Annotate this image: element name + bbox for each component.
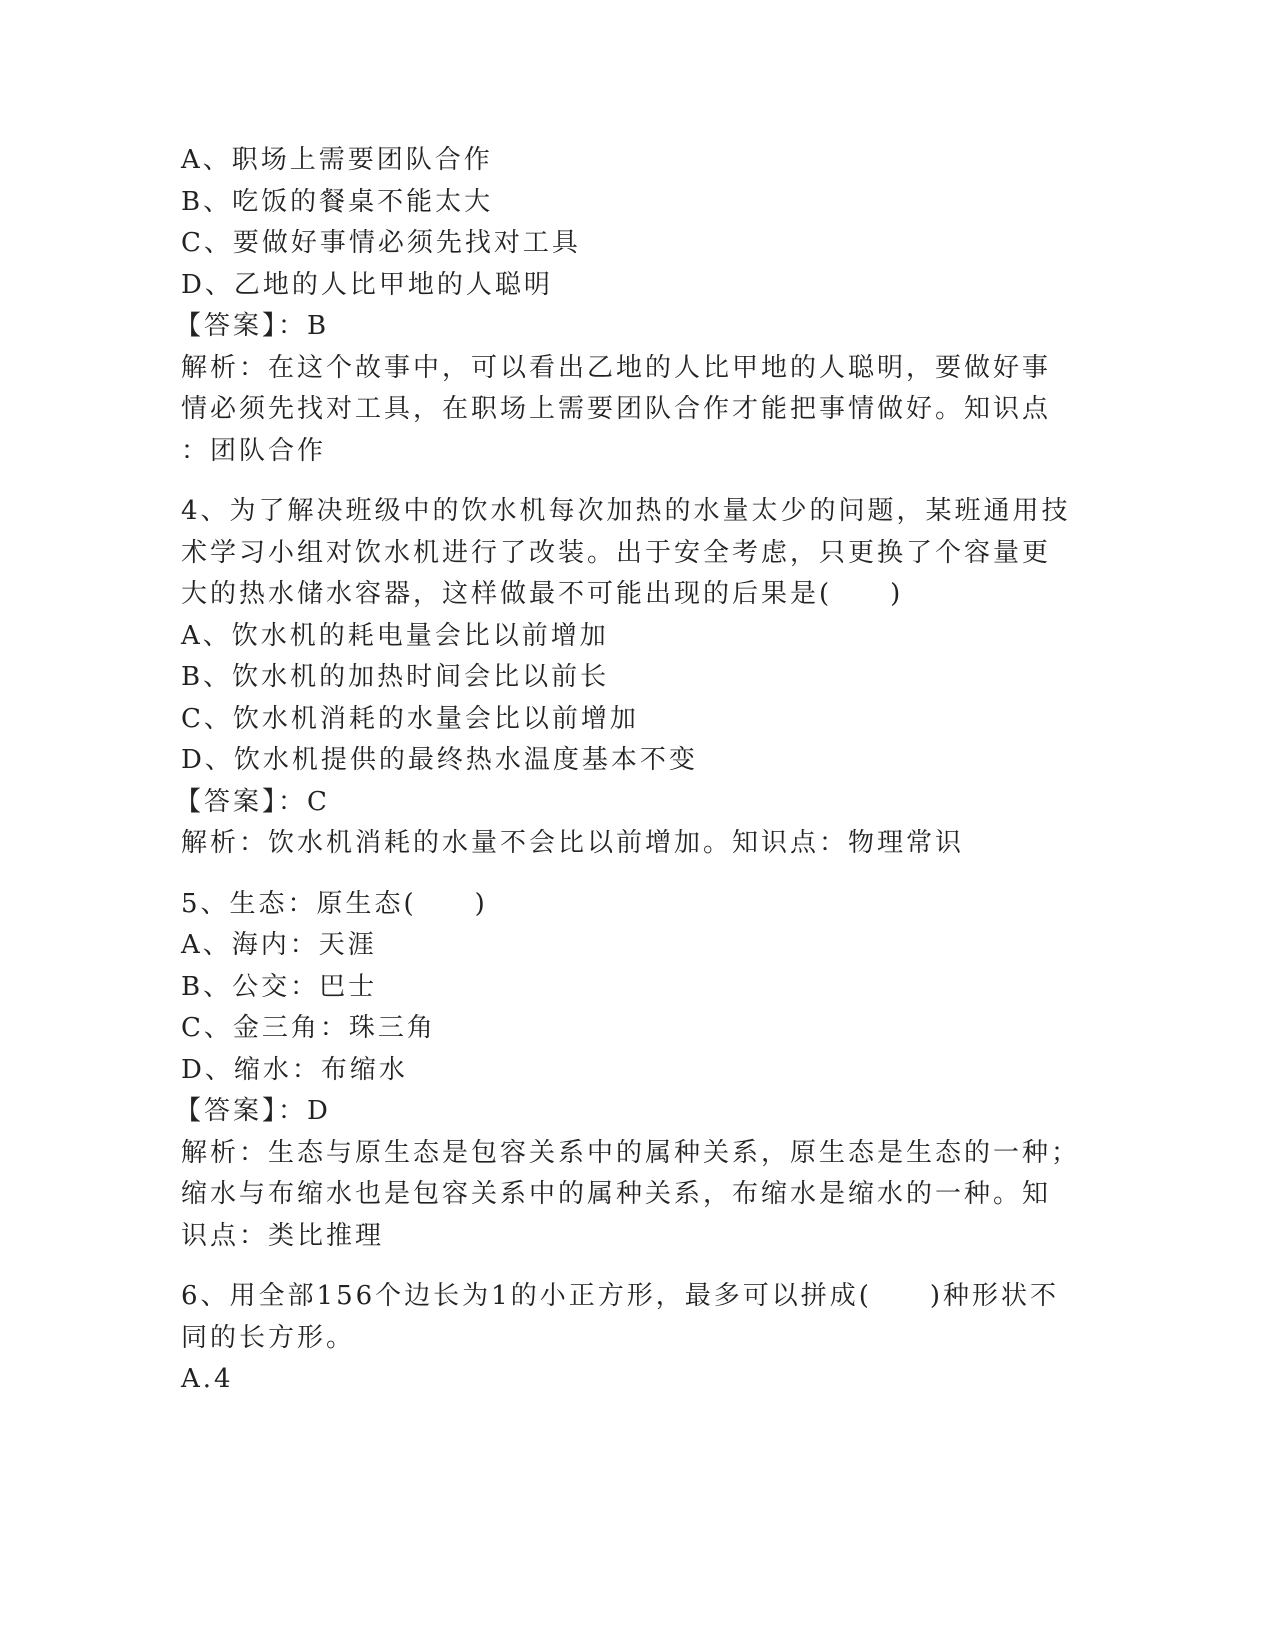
analysis-line: 解析：在这个故事中，可以看出乙地的人比甲地的人聪明，要做好事 bbox=[181, 352, 1052, 383]
question-text: 4、为了解决班级中的饮水机每次加热的水量太少的问题，某班通用技 bbox=[181, 496, 1071, 526]
option-c: C、金三角：珠三角 bbox=[181, 1013, 436, 1043]
document-content bbox=[175, 140, 1081, 1401]
question-text: 5、生态：原生态( ) bbox=[181, 888, 488, 919]
option-a: A、海内：天涯 bbox=[181, 930, 377, 960]
option-a: A、饮水机的耗电量会比以前增加 bbox=[181, 620, 609, 651]
question-6-block bbox=[181, 1276, 1059, 1401]
analysis-line: ：团队合作 bbox=[181, 435, 327, 466]
analysis-line: 识点：类比推理 bbox=[181, 1220, 385, 1251]
option-c: C、要做好事情必须先找对工具 bbox=[181, 228, 581, 258]
option-a: A.4 bbox=[181, 1364, 234, 1394]
analysis-line: 缩水与布缩水也是包容关系中的属种关系，布缩水是缩水的一种。知 bbox=[181, 1179, 1052, 1209]
option-d: D、饮水机提供的最终热水温度基本不变 bbox=[181, 745, 698, 775]
analysis-line: 解析：生态与原生态是包容关系中的属种关系，原生态是生态的一种； bbox=[181, 1137, 1081, 1168]
answer-line: 【答案】：C bbox=[175, 786, 330, 817]
answer-line: 【答案】：B bbox=[175, 311, 330, 341]
option-d: D、缩水：布缩水 bbox=[181, 1054, 408, 1085]
question-5-block bbox=[175, 884, 1081, 1258]
question-text: 大的热水储水容器，这样做最不可能出现的后果是( ) bbox=[181, 579, 904, 609]
answer-line: 【答案】：D bbox=[175, 1096, 331, 1126]
option-b: B、饮水机的加热时间会比以前长 bbox=[181, 662, 610, 692]
option-d: D、乙地的人比甲地的人聪明 bbox=[181, 269, 553, 300]
question-text: 6、用全部156个边长为1的小正方形，最多可以拼成( )种形状不 bbox=[181, 1281, 1059, 1311]
analysis-line: 解析：饮水机消耗的水量不会比以前增加。知识点：物理常识 bbox=[181, 828, 965, 858]
question-3-block bbox=[175, 140, 1052, 472]
question-text: 同的长方形。 bbox=[181, 1322, 356, 1353]
analysis-line: 情必须先找对工具，在职场上需要团队合作才能把事情做好。知识点 bbox=[181, 394, 1052, 424]
option-a: A、职场上需要团队合作 bbox=[181, 145, 493, 175]
option-b: B、公交：巴士 bbox=[181, 971, 378, 1002]
option-b: B、吃饭的餐桌不能太大 bbox=[181, 186, 494, 217]
question-text: 术学习小组对饮水机进行了改装。出于安全考虑，只更换了个容量更 bbox=[181, 537, 1052, 568]
option-c: C、饮水机消耗的水量会比以前增加 bbox=[181, 703, 639, 734]
question-4-block bbox=[175, 491, 1071, 865]
